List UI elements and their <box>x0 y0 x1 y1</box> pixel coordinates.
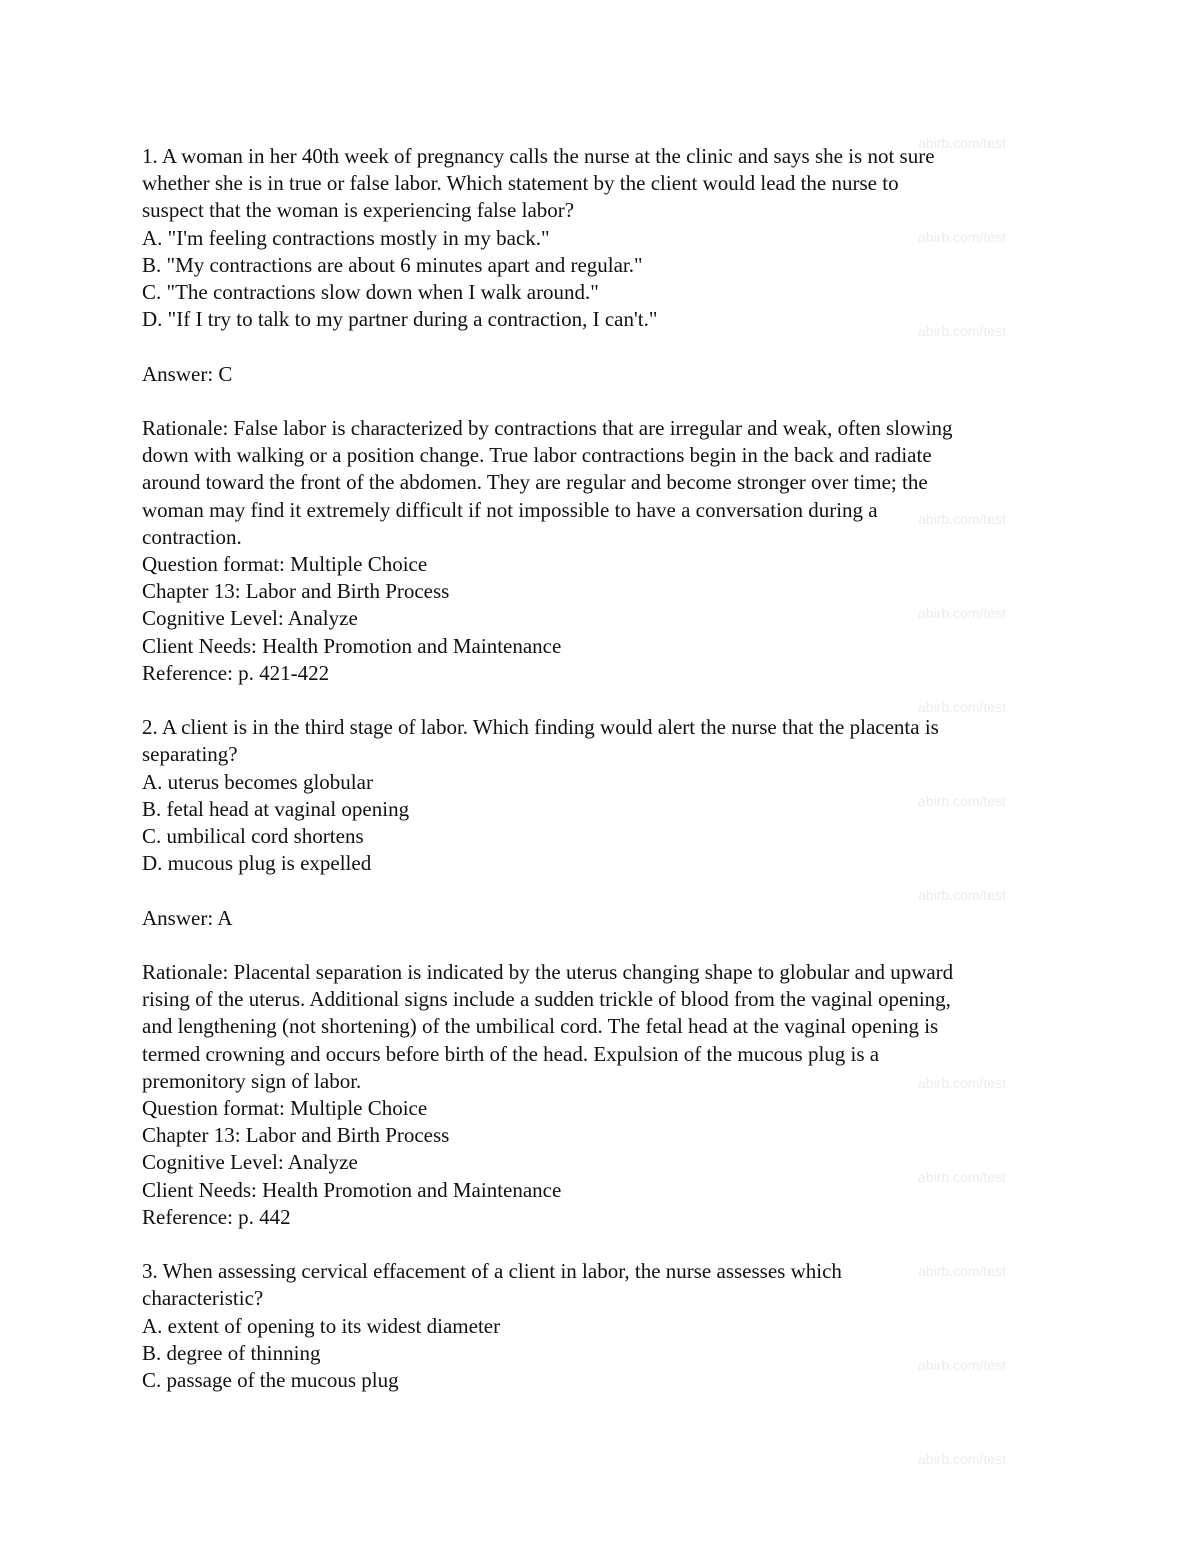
question-format: Question format: Multiple Choice <box>142 552 428 577</box>
question-stem: suspect that the woman is experiencing false labor? <box>142 198 575 223</box>
watermark: abirb.com/test <box>918 793 1006 809</box>
question-stem: whether she is in true or false labor. Which statement by the client would lead the nurse to <box>142 171 899 196</box>
answer-option-a: A. "I'm feeling contractions mostly in my back." <box>142 225 550 250</box>
cognitive-level: Cognitive Level: Analyze <box>142 606 358 631</box>
correct-answer: Answer: A <box>142 905 233 930</box>
answer-option-a: A. uterus becomes globular <box>142 769 373 794</box>
question-1 <box>142 143 1062 687</box>
answer-option-c: C. "The contractions slow down when I walk around." <box>142 280 599 305</box>
watermark: abirb.com/test <box>918 887 1006 903</box>
client-needs: Client Needs: Health Promotion and Maintenance <box>142 1177 562 1202</box>
watermark: abirb.com/test <box>918 323 1006 339</box>
watermark: abirb.com/test <box>918 511 1006 527</box>
document-body <box>142 143 1062 1394</box>
question-format: Question format: Multiple Choice <box>142 1096 428 1121</box>
rationale-text: around toward the front of the abdomen. They are regular and become stronger over time; the <box>142 470 928 495</box>
answer-option-b: B. fetal head at vaginal opening <box>142 796 410 821</box>
rationale-text: rising of the uterus. Additional signs include a sudden trickle of blood from the vaginal opening, <box>142 987 951 1012</box>
chapter: Chapter 13: Labor and Birth Process <box>142 579 450 604</box>
watermark: abirb.com/test <box>918 1263 1006 1279</box>
answer-option-c: C. umbilical cord shortens <box>142 824 364 849</box>
correct-answer: Answer: C <box>142 361 233 386</box>
watermark: abirb.com/test <box>918 699 1006 715</box>
rationale-text: premonitory sign of labor. <box>142 1068 362 1093</box>
answer-option-d: D. "If I try to talk to my partner during a contraction, I can't." <box>142 307 658 332</box>
watermark: abirb.com/test <box>918 1169 1006 1185</box>
watermark: abirb.com/test <box>918 1357 1006 1373</box>
question-stem: 3. When assessing cervical effacement of a client in labor, the nurse assesses which <box>142 1259 842 1284</box>
rationale-text: down with walking or a position change. True labor contractions begin in the back and radiate <box>142 443 932 468</box>
watermark: abirb.com/test <box>918 605 1006 621</box>
question-stem: 1. A woman in her 40th week of pregnancy calls the nurse at the clinic and says she is not sure <box>142 144 935 168</box>
chapter: Chapter 13: Labor and Birth Process <box>142 1123 450 1148</box>
rationale-text: woman may find it extremely difficult if not impossible to have a conversation during a <box>142 497 878 522</box>
answer-option-b: B. "My contractions are about 6 minutes apart and regular." <box>142 252 643 277</box>
rationale-text: Rationale: Placental separation is indicated by the uterus changing shape to globular and upward <box>142 960 954 985</box>
reference: Reference: p. 442 <box>142 1204 291 1229</box>
answer-option-a: A. extent of opening to its widest diameter <box>142 1313 501 1338</box>
watermark: abirb.com/test <box>918 229 1006 245</box>
answer-option-b: B. degree of thinning <box>142 1340 321 1365</box>
watermark: abirb.com/test <box>918 1451 1006 1467</box>
reference: Reference: p. 421-422 <box>142 660 330 685</box>
question-stem: 2. A client is in the third stage of labor. Which finding would alert the nurse that the placenta is <box>142 715 939 740</box>
question-stem: characteristic? <box>142 1286 264 1311</box>
cognitive-level: Cognitive Level: Analyze <box>142 1150 358 1175</box>
answer-option-d: D. mucous plug is expelled <box>142 851 372 876</box>
rationale-text: Rationale: False labor is characterized by contractions that are irregular and weak, often slowing <box>142 416 953 440</box>
watermark: abirb.com/test <box>918 1075 1006 1091</box>
question-2 <box>142 714 1062 1231</box>
client-needs: Client Needs: Health Promotion and Maintenance <box>142 633 562 658</box>
question-3 <box>142 1258 1062 1394</box>
question-stem: separating? <box>142 742 238 767</box>
rationale-text: contraction. <box>142 524 242 549</box>
rationale-text: termed crowning and occurs before birth of the head. Expulsion of the mucous plug is a <box>142 1041 880 1066</box>
watermark: abirb.com/test <box>918 135 1006 151</box>
rationale-text: and lengthening (not shortening) of the umbilical cord. The fetal head at the vaginal opening is <box>142 1014 939 1039</box>
answer-option-c: C. passage of the mucous plug <box>142 1368 399 1393</box>
